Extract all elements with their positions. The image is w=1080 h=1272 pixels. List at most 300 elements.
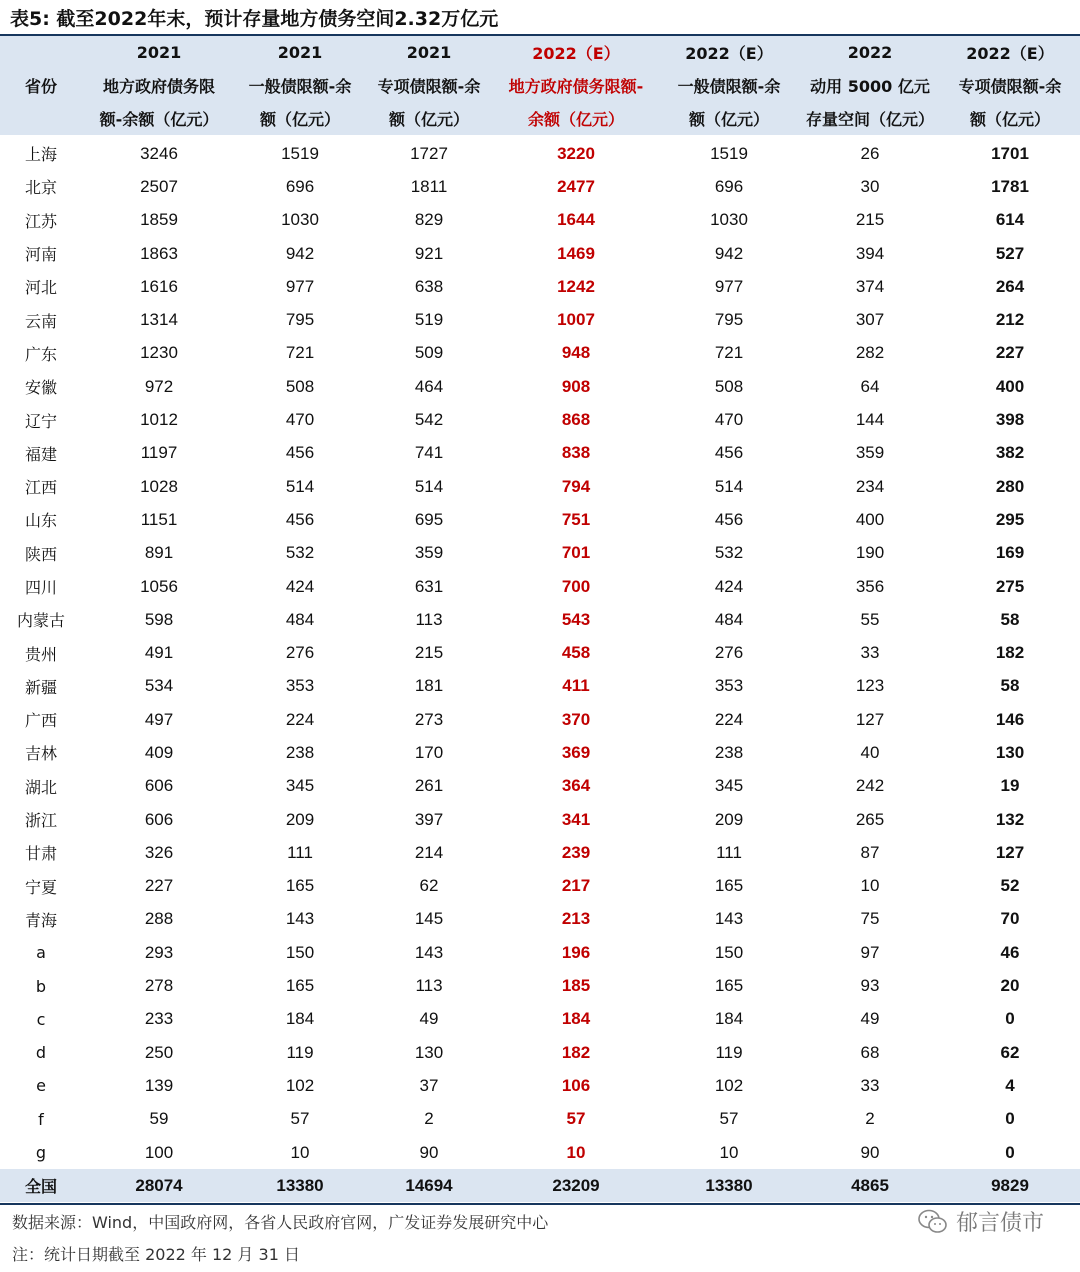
- value-cell: 0: [1005, 1142, 1015, 1162]
- value-cell: 181: [414, 676, 444, 696]
- value-cell: 132: [995, 809, 1025, 829]
- value-cell: 497: [144, 709, 174, 729]
- value-cell: 514: [285, 476, 315, 496]
- province-cell: 北京: [24, 178, 57, 198]
- value-cell: 532: [714, 543, 744, 563]
- value-cell: 57: [566, 1109, 586, 1129]
- table-row: [0, 337, 1080, 370]
- total-value: 14694: [364, 1169, 494, 1202]
- value-cell: 139: [144, 1075, 174, 1095]
- province-cell: 广东: [24, 344, 57, 364]
- value-cell: 345: [714, 776, 744, 796]
- value-cell: 1781: [991, 176, 1029, 196]
- value-cell: 276: [714, 643, 744, 663]
- value-cell: 169: [995, 543, 1025, 563]
- table-row: [0, 437, 1080, 470]
- value-cell: 721: [714, 343, 744, 363]
- header-label-row: [0, 69, 1080, 102]
- value-cell: 868: [561, 410, 591, 430]
- province-cell: 陕西: [24, 544, 57, 564]
- value-cell: 795: [285, 310, 315, 330]
- value-cell: 398: [995, 410, 1025, 430]
- total-value: 13380: [236, 1169, 364, 1202]
- value-cell: 1644: [557, 210, 595, 230]
- value-cell: 49: [860, 1009, 880, 1029]
- value-cell: 58: [1000, 609, 1020, 629]
- value-cell: 97: [860, 942, 880, 962]
- value-cell: 40: [860, 742, 880, 762]
- value-cell: 484: [714, 609, 744, 629]
- value-cell: 1151: [140, 509, 178, 529]
- value-cell: 196: [561, 942, 591, 962]
- value-cell: 1469: [557, 243, 595, 263]
- value-cell: 106: [561, 1075, 591, 1095]
- header-year: 2022: [847, 43, 893, 62]
- table-row: [0, 204, 1080, 237]
- value-cell: 145: [414, 909, 444, 929]
- value-cell: 948: [561, 343, 591, 363]
- value-cell: 55: [860, 609, 880, 629]
- value-cell: 1811: [410, 176, 448, 196]
- header-unit-row: [0, 102, 1080, 135]
- value-cell: 2: [865, 1109, 875, 1129]
- value-cell: 458: [561, 643, 591, 663]
- table-row: [0, 736, 1080, 769]
- table-row: [0, 503, 1080, 536]
- province-cell: 浙江: [24, 811, 57, 831]
- value-cell: 307: [855, 310, 885, 330]
- value-cell: 273: [414, 709, 444, 729]
- value-cell: 20: [1000, 976, 1020, 996]
- value-cell: 62: [419, 876, 439, 896]
- province-cell: 山东: [24, 511, 57, 531]
- province-cell: a: [36, 943, 46, 963]
- value-cell: 470: [714, 410, 744, 430]
- province-cell: 江苏: [24, 211, 57, 231]
- value-cell: 250: [144, 1042, 174, 1062]
- value-cell: 2: [424, 1109, 434, 1129]
- header-label: 专项债限额-余: [377, 77, 481, 96]
- value-cell: 184: [714, 1009, 744, 1029]
- value-cell: 278: [144, 976, 174, 996]
- province-cell: c: [36, 1009, 46, 1029]
- province-cell: b: [35, 976, 47, 996]
- value-cell: 90: [419, 1142, 439, 1162]
- value-cell: 182: [995, 643, 1025, 663]
- table-row: [0, 670, 1080, 703]
- value-cell: 353: [714, 676, 744, 696]
- table-row: [0, 603, 1080, 636]
- province-cell: 安徽: [24, 378, 57, 398]
- header-unit: 余额（亿元）: [527, 110, 624, 129]
- table-row: [0, 135, 1080, 170]
- value-cell: 146: [995, 709, 1025, 729]
- value-cell: 150: [285, 942, 315, 962]
- value-cell: 282: [855, 343, 885, 363]
- value-cell: 409: [144, 742, 174, 762]
- value-cell: 908: [561, 376, 591, 396]
- header-unit: 额-余额（亿元）: [99, 110, 219, 129]
- value-cell: 217: [561, 876, 591, 896]
- value-cell: 2477: [557, 176, 595, 196]
- province-cell: 江西: [24, 478, 57, 498]
- province-cell: 云南: [24, 311, 57, 331]
- province-cell: 内蒙古: [16, 611, 65, 631]
- value-cell: 234: [855, 476, 885, 496]
- value-cell: 33: [860, 1075, 880, 1095]
- value-cell: 1197: [140, 443, 178, 463]
- header-year: 2022（E）: [685, 44, 773, 63]
- province-cell: 河北: [24, 278, 57, 298]
- value-cell: 532: [285, 543, 315, 563]
- value-cell: 233: [144, 1009, 174, 1029]
- value-cell: 972: [144, 376, 174, 396]
- value-cell: 543: [561, 609, 591, 629]
- value-cell: 130: [995, 742, 1025, 762]
- value-cell: 58: [1000, 676, 1020, 696]
- header-year-row: [0, 36, 1080, 69]
- value-cell: 227: [995, 343, 1025, 363]
- header-unit: 额（亿元）: [388, 110, 469, 129]
- value-cell: 184: [285, 1009, 315, 1029]
- value-cell: 185: [561, 976, 591, 996]
- province-cell: 贵州: [24, 644, 57, 664]
- value-cell: 165: [714, 876, 744, 896]
- province-cell: 新疆: [24, 677, 57, 697]
- value-cell: 795: [714, 310, 744, 330]
- value-cell: 213: [561, 909, 591, 929]
- total-value: 23209: [494, 1169, 658, 1202]
- brand-watermark: [918, 1206, 1044, 1237]
- value-cell: 212: [995, 310, 1025, 330]
- value-cell: 275: [995, 576, 1025, 596]
- header-unit: 额（亿元）: [688, 110, 769, 129]
- value-cell: 127: [995, 842, 1025, 862]
- header-label: 地方政府债务限: [102, 77, 215, 96]
- header-year: 2021: [406, 43, 452, 62]
- header-unit: [0, 102, 82, 135]
- table-row: [0, 936, 1080, 969]
- value-cell: 165: [285, 876, 315, 896]
- value-cell: 606: [144, 809, 174, 829]
- value-cell: 37: [419, 1075, 439, 1095]
- value-cell: 214: [414, 842, 444, 862]
- value-cell: 942: [285, 243, 315, 263]
- province-cell: f: [38, 1109, 44, 1129]
- value-cell: 741: [414, 443, 444, 463]
- value-cell: 509: [414, 343, 444, 363]
- bottom-rule: [0, 1203, 1080, 1205]
- value-cell: 411: [562, 676, 590, 696]
- value-cell: 144: [855, 410, 885, 430]
- value-cell: 0: [1005, 1009, 1015, 1029]
- province-cell: g: [35, 1143, 47, 1163]
- value-cell: 1242: [557, 276, 595, 296]
- value-cell: 345: [285, 776, 315, 796]
- header-year: 2022（E）: [966, 44, 1054, 63]
- value-cell: 293: [144, 942, 174, 962]
- value-cell: 456: [714, 509, 744, 529]
- value-cell: 977: [285, 276, 315, 296]
- brand-name: 郁言债市: [955, 1211, 1044, 1236]
- value-cell: 1701: [991, 143, 1029, 163]
- value-cell: 364: [561, 776, 591, 796]
- table-row: [0, 303, 1080, 336]
- value-cell: 190: [855, 543, 885, 563]
- header-label: 一般债限额-余: [248, 77, 352, 96]
- value-cell: 238: [285, 742, 315, 762]
- value-cell: 341: [561, 809, 591, 829]
- value-cell: 57: [290, 1109, 310, 1129]
- value-cell: 111: [287, 842, 313, 862]
- value-cell: 484: [285, 609, 315, 629]
- value-cell: 1859: [140, 210, 178, 230]
- province-cell: d: [35, 1043, 47, 1063]
- total-value: 4865: [800, 1169, 940, 1202]
- table-row: [0, 370, 1080, 403]
- value-cell: 288: [144, 909, 174, 929]
- value-cell: 1012: [140, 410, 178, 430]
- value-cell: 838: [561, 443, 591, 463]
- value-cell: 10: [860, 876, 880, 896]
- value-cell: 464: [414, 376, 444, 396]
- value-cell: 1230: [140, 343, 178, 363]
- value-cell: 127: [855, 709, 885, 729]
- value-cell: 542: [414, 410, 444, 430]
- table-title: 表5: 截至2022年末，预计存量地方债务空间2.32万亿元: [10, 8, 499, 30]
- value-cell: 143: [714, 909, 744, 929]
- value-cell: 700: [561, 576, 591, 596]
- header-unit: 存量空间（亿元）: [805, 110, 934, 129]
- value-cell: 215: [855, 210, 885, 230]
- value-cell: 977: [714, 276, 744, 296]
- value-cell: 1616: [140, 276, 178, 296]
- value-cell: 182: [561, 1042, 591, 1062]
- province-cell: 福建: [24, 444, 57, 464]
- value-cell: 534: [144, 676, 174, 696]
- value-cell: 3220: [557, 143, 595, 163]
- value-cell: 695: [414, 509, 444, 529]
- header-year: 2021: [136, 43, 182, 62]
- value-cell: 30: [860, 176, 880, 196]
- value-cell: 514: [714, 476, 744, 496]
- value-cell: 68: [860, 1042, 880, 1062]
- value-cell: 295: [995, 509, 1025, 529]
- province-cell: 宁夏: [24, 877, 57, 897]
- value-cell: 456: [714, 443, 744, 463]
- value-cell: 113: [415, 609, 443, 629]
- value-cell: 1056: [140, 576, 178, 596]
- value-cell: 113: [415, 976, 443, 996]
- table-row: [0, 770, 1080, 803]
- value-cell: 19: [1000, 776, 1020, 796]
- table-row: [0, 270, 1080, 303]
- value-cell: 46: [1000, 942, 1020, 962]
- province-cell: 湖北: [24, 777, 57, 797]
- table-row: [0, 170, 1080, 203]
- value-cell: 170: [414, 742, 444, 762]
- province-cell: e: [36, 1076, 46, 1096]
- province-cell: 辽宁: [24, 411, 57, 431]
- value-cell: 143: [414, 942, 444, 962]
- value-cell: 751: [561, 509, 591, 529]
- value-cell: 1519: [281, 143, 319, 163]
- value-cell: 456: [285, 443, 315, 463]
- value-cell: 224: [714, 709, 744, 729]
- value-cell: 356: [855, 576, 885, 596]
- value-cell: 10: [290, 1142, 310, 1162]
- value-cell: 184: [561, 1009, 591, 1029]
- value-cell: 514: [414, 476, 444, 496]
- table-row: [0, 703, 1080, 736]
- value-cell: 1727: [410, 143, 448, 163]
- table-row: [0, 803, 1080, 836]
- value-cell: 165: [285, 976, 315, 996]
- value-cell: 119: [715, 1042, 743, 1062]
- total-value: 9829: [940, 1169, 1080, 1202]
- value-cell: 1519: [710, 143, 748, 163]
- table-row: [0, 870, 1080, 903]
- value-cell: 1314: [140, 310, 178, 330]
- table-row: [0, 636, 1080, 669]
- header-label: 专项债限额-余: [958, 77, 1062, 96]
- header-label: 动用 5000 亿元: [810, 77, 930, 96]
- value-cell: 1030: [710, 210, 748, 230]
- value-cell: 227: [144, 876, 174, 896]
- value-cell: 75: [860, 909, 880, 929]
- province-cell: 广西: [24, 711, 57, 731]
- value-cell: 519: [414, 310, 444, 330]
- value-cell: 701: [561, 543, 591, 563]
- table-row: [0, 903, 1080, 936]
- value-cell: 382: [995, 443, 1025, 463]
- value-cell: 921: [414, 243, 444, 263]
- value-cell: 394: [855, 243, 885, 263]
- value-cell: 508: [714, 376, 744, 396]
- value-cell: 265: [855, 809, 885, 829]
- value-cell: 261: [414, 776, 444, 796]
- table-row: [0, 570, 1080, 603]
- value-cell: 400: [995, 376, 1025, 396]
- table-body: [0, 135, 1080, 1202]
- header-label: 一般债限额-余: [677, 77, 781, 96]
- value-cell: 209: [285, 809, 315, 829]
- header-year: 2021: [277, 43, 323, 62]
- province-cell: 甘肃: [24, 844, 57, 864]
- value-cell: 1030: [281, 210, 319, 230]
- value-cell: 696: [714, 176, 744, 196]
- value-cell: 374: [855, 276, 885, 296]
- value-cell: 794: [561, 476, 591, 496]
- value-cell: 276: [285, 643, 315, 663]
- value-cell: 26: [860, 143, 880, 163]
- value-cell: 370: [561, 709, 591, 729]
- value-cell: 527: [995, 243, 1025, 263]
- value-cell: 87: [860, 842, 880, 862]
- value-cell: 33: [860, 643, 880, 663]
- value-cell: 456: [285, 509, 315, 529]
- table-row: [0, 836, 1080, 869]
- value-cell: 470: [285, 410, 315, 430]
- value-cell: 369: [561, 742, 591, 762]
- value-cell: 10: [566, 1142, 586, 1162]
- value-cell: 102: [714, 1075, 744, 1095]
- value-cell: 1863: [140, 243, 178, 263]
- value-cell: 4: [1005, 1075, 1015, 1095]
- value-cell: 102: [285, 1075, 315, 1095]
- header-year: [0, 36, 82, 69]
- value-cell: 942: [714, 243, 744, 263]
- total-row: [0, 1169, 1080, 1202]
- value-cell: 70: [1000, 909, 1020, 929]
- value-cell: 424: [714, 576, 744, 596]
- value-cell: 598: [144, 609, 174, 629]
- value-cell: 100: [144, 1142, 174, 1162]
- value-cell: 10: [719, 1142, 739, 1162]
- value-cell: 90: [860, 1142, 880, 1162]
- wechat-icon: [918, 1209, 948, 1235]
- value-cell: 0: [1005, 1109, 1015, 1129]
- header-unit: 额（亿元）: [259, 110, 340, 129]
- value-cell: 150: [714, 942, 744, 962]
- value-cell: 696: [285, 176, 315, 196]
- date-note: 注：统计日期截至 2022 年 12 月 31 日: [12, 1245, 300, 1264]
- value-cell: 143: [285, 909, 315, 929]
- value-cell: 165: [714, 976, 744, 996]
- value-cell: 64: [860, 376, 880, 396]
- value-cell: 280: [995, 476, 1025, 496]
- province-cell: 四川: [24, 578, 57, 597]
- total-value: 28074: [82, 1169, 236, 1202]
- value-cell: 638: [414, 276, 444, 296]
- value-cell: 491: [144, 643, 174, 663]
- value-cell: 353: [285, 676, 315, 696]
- value-cell: 111: [716, 842, 742, 862]
- value-cell: 130: [414, 1042, 444, 1062]
- value-cell: 57: [719, 1109, 739, 1129]
- value-cell: 2507: [140, 176, 178, 196]
- table-row: [0, 1003, 1080, 1036]
- table-row: [0, 403, 1080, 436]
- table-row: [0, 1069, 1080, 1102]
- value-cell: 215: [414, 643, 444, 663]
- table-row: [0, 1136, 1080, 1169]
- value-cell: 359: [414, 543, 444, 563]
- value-cell: 508: [285, 376, 315, 396]
- value-cell: 49: [419, 1009, 439, 1029]
- value-cell: 829: [414, 210, 444, 230]
- value-cell: 242: [855, 776, 885, 796]
- province-cell: 上海: [24, 145, 57, 165]
- value-cell: 606: [144, 776, 174, 796]
- value-cell: 614: [995, 210, 1025, 230]
- value-cell: 264: [995, 276, 1025, 296]
- value-cell: 891: [144, 543, 174, 563]
- value-cell: 123: [855, 676, 885, 696]
- value-cell: 721: [285, 343, 315, 363]
- debt-table: [0, 36, 1080, 1202]
- table-row: [0, 1103, 1080, 1136]
- value-cell: 359: [855, 443, 885, 463]
- value-cell: 631: [414, 576, 444, 596]
- province-cell: 吉林: [24, 744, 57, 764]
- value-cell: 62: [1000, 1042, 1020, 1062]
- value-cell: 224: [285, 709, 315, 729]
- value-cell: 93: [860, 976, 880, 996]
- value-cell: 397: [414, 809, 444, 829]
- total-label: 全国: [0, 1169, 82, 1202]
- header-year: 2022（E）: [532, 44, 620, 63]
